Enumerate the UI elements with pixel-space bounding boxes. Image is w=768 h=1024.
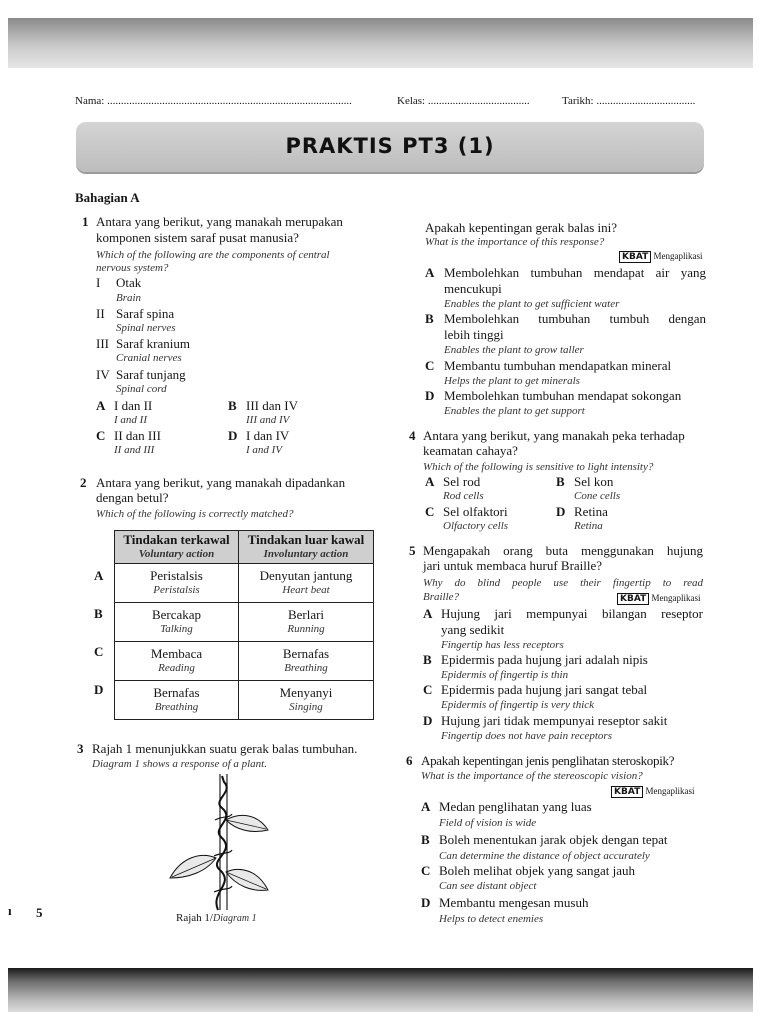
option-translation: Cone cells xyxy=(574,490,621,502)
table-cell xyxy=(115,603,239,642)
caption-translation: Diagram 1 xyxy=(212,913,257,924)
option-translation: Epidermis of fingertip is very thick xyxy=(441,699,595,711)
item-number: I xyxy=(96,275,101,290)
option-text: Boleh menentukan jarak objek dengan tepat xyxy=(439,832,668,847)
question-number: 3 xyxy=(77,741,84,756)
option-label: D xyxy=(423,713,433,728)
question-translation: Which of the following are the components of central xyxy=(96,249,330,261)
header-text: Tindakan terkawal xyxy=(123,532,230,547)
option-label: C xyxy=(425,504,435,519)
question-text: Apakah kepentingan gerak balas ini? xyxy=(425,220,618,235)
question-number: 2 xyxy=(80,475,87,490)
option-text: Sel kon xyxy=(574,474,614,489)
option-text: Membolehkan tumbuhan mendapat air yang xyxy=(444,265,706,280)
question-number: 6 xyxy=(406,753,413,768)
option-translation: Can determine the distance of object accurately xyxy=(439,850,650,862)
option-translation: Retina xyxy=(574,520,603,532)
row-label: B xyxy=(94,606,103,621)
question-number: 4 xyxy=(409,428,416,443)
table-row xyxy=(115,564,374,603)
top-scan-band xyxy=(8,18,753,68)
item-text: Saraf spina xyxy=(116,306,175,321)
cell-text: Bernafas xyxy=(153,685,200,700)
option-label: D xyxy=(556,504,566,519)
question-translation: Diagram 1 shows a response of a plant. xyxy=(92,758,267,770)
option-translation: Helps the plant to get minerals xyxy=(444,375,580,387)
matching-table xyxy=(114,530,374,720)
option-label: A xyxy=(421,799,431,814)
cell-translation: Breathing xyxy=(284,662,328,674)
table-row xyxy=(115,681,374,720)
section-heading: Bahagian A xyxy=(75,190,140,205)
option-translation: Olfactory cells xyxy=(443,520,509,532)
cell-text: Berlari xyxy=(287,607,325,622)
option-text: III dan IV xyxy=(246,398,298,413)
option-label: B xyxy=(556,474,565,489)
cell-translation: Breathing xyxy=(154,701,199,713)
cell-translation: Talking xyxy=(160,623,193,635)
question-text: dengan betul? xyxy=(96,490,169,505)
table-cell xyxy=(115,564,239,603)
option-label: A xyxy=(425,474,435,489)
class-field: Kelas: ..................................... xyxy=(397,95,530,107)
cell-translation: Reading xyxy=(158,662,195,674)
question-text: keamatan cahaya? xyxy=(423,443,518,458)
option-label: C xyxy=(421,863,431,878)
table-cell xyxy=(238,564,373,603)
table-cell xyxy=(115,642,239,681)
cell-text: Menyanyi xyxy=(279,685,333,700)
option-text: Hujung jari tidak mempunyai reseptor sakit xyxy=(441,713,668,728)
cell-text: Peristalsis xyxy=(150,568,203,583)
option-text: Boleh melihat objek yang sangat jauh xyxy=(439,863,636,878)
item-translation: Spinal cord xyxy=(116,383,167,395)
question-text: Rajah 1 menunjukkan suatu gerak balas tumbuhan. xyxy=(92,741,358,756)
option-text: Epidermis pada hujung jari sangat tebal xyxy=(441,682,648,697)
option-text: Sel rod xyxy=(443,474,481,489)
diagram-caption xyxy=(176,912,257,926)
option-translation: I and IV xyxy=(246,444,283,456)
question-text: jari untuk membaca huruf Braille? xyxy=(423,558,603,573)
question-translation: Which of the following is sensitive to light intensity? xyxy=(423,461,654,473)
option-label: D xyxy=(425,388,435,403)
question-translation: What is the importance of the stereoscopic vision? xyxy=(421,770,643,782)
kbat-badge: KBAT xyxy=(617,593,649,605)
option-label: D xyxy=(228,428,238,443)
cell-text: Denyutan jantung xyxy=(259,568,353,583)
question-translation: Which of the following is correctly matched? xyxy=(96,508,294,520)
header-text: Tindakan luar kawal xyxy=(247,532,365,547)
option-text: Epidermis pada hujung jari adalah nipis xyxy=(441,652,648,667)
option-translation: Fingertip does not have pain receptors xyxy=(441,730,612,742)
option-translation: Enables the plant to get sufficient water xyxy=(444,298,620,310)
item-number: II xyxy=(96,306,105,321)
option-text: Sel olfaktori xyxy=(443,504,508,519)
option-label: A xyxy=(425,265,435,280)
option-text: Hujung jari mempunyai bilangan reseptor xyxy=(441,606,703,621)
table-cell xyxy=(238,681,373,720)
option-translation: I and II xyxy=(114,414,147,426)
option-translation: Enables the plant to get support xyxy=(444,405,585,417)
margin-mark: ı xyxy=(8,903,12,918)
option-text: mencukupi xyxy=(444,281,502,296)
question-text: Antara yang berikut, yang manakah dipadankan xyxy=(96,475,346,490)
option-translation: Rod cells xyxy=(443,490,484,502)
item-translation: Brain xyxy=(116,292,142,304)
kbat-level: Mengaplikasi xyxy=(651,593,701,603)
table-cell xyxy=(238,603,373,642)
question-number: 1 xyxy=(82,214,89,229)
option-translation: Can see distant object xyxy=(439,880,537,892)
option-label: A xyxy=(96,398,106,413)
option-translation: Epidermis of fingertip is thin xyxy=(441,669,569,681)
item-translation: Cranial nerves xyxy=(116,352,182,364)
item-text: Otak xyxy=(116,275,142,290)
question-translation: What is the importance of this response? xyxy=(425,236,605,248)
table-header xyxy=(238,531,373,564)
table-row xyxy=(115,603,374,642)
option-text: Medan penglihatan yang luas xyxy=(439,799,592,814)
option-label: B xyxy=(228,398,237,413)
item-number: III xyxy=(96,336,109,351)
cell-translation: Singing xyxy=(289,701,323,713)
cell-text: Membaca xyxy=(150,646,203,661)
caption-text: Rajah 1/ xyxy=(176,912,213,924)
cell-translation: Running xyxy=(287,623,325,635)
option-label: B xyxy=(425,311,434,326)
row-label: A xyxy=(94,568,104,583)
row-label: D xyxy=(94,682,104,697)
option-label: D xyxy=(421,895,431,910)
item-text: Saraf tunjang xyxy=(116,367,186,382)
cell-translation: Heart beat xyxy=(282,584,330,596)
cell-text: Bercakap xyxy=(151,607,202,622)
question-text: Mengapakah orang buta menggunakan hujung xyxy=(423,543,703,558)
item-text: Saraf kranium xyxy=(116,336,191,351)
option-text: Membolehkan tumbuhan tumbuh dengan xyxy=(444,311,706,326)
option-translation: Helps to detect enemies xyxy=(439,913,544,925)
question-text: Antara yang berikut, yang manakah merupakan xyxy=(96,214,343,229)
option-text: I dan IV xyxy=(246,428,290,443)
option-label: C xyxy=(425,358,435,373)
kbat-level: Mengaplikasi xyxy=(645,786,695,796)
question-translation: nervous system? xyxy=(96,262,169,274)
header-translation: Voluntary action xyxy=(138,548,215,560)
table-cell xyxy=(115,681,239,720)
option-label: B xyxy=(423,652,432,667)
plant-tendril-diagram xyxy=(160,772,280,912)
option-text: yang sedikit xyxy=(441,622,505,637)
kbat-badge: KBAT xyxy=(619,251,651,263)
option-text: lebih tinggi xyxy=(444,327,504,342)
row-label: C xyxy=(94,644,104,659)
option-text: Retina xyxy=(574,504,608,519)
kbat-tag xyxy=(619,251,703,262)
title-banner xyxy=(76,122,704,172)
kbat-badge: KBAT xyxy=(611,786,643,798)
option-text: Membolehkan tumbuhan mendapat sokongan xyxy=(444,388,682,403)
cell-translation: Peristalsis xyxy=(153,584,200,596)
option-label: B xyxy=(421,832,430,847)
table-row xyxy=(115,642,374,681)
question-translation: Why do blind people use their fingertip to read xyxy=(423,577,703,589)
name-field: Nama: ......................................................................................... xyxy=(75,95,352,107)
option-text: II dan III xyxy=(114,428,161,443)
option-translation: II and III xyxy=(114,444,155,456)
option-text: I dan II xyxy=(114,398,153,413)
option-translation: Fingertip has less receptors xyxy=(441,639,564,651)
header-translation: Involuntary action xyxy=(263,548,349,560)
option-translation: Enables the plant to grow taller xyxy=(444,344,584,356)
option-text: Membantu mengesan musuh xyxy=(439,895,589,910)
option-translation: Field of vision is wide xyxy=(439,817,537,829)
option-text: Membantu tumbuhan mendapatkan mineral xyxy=(444,358,672,373)
question-text: komponen sistem saraf pusat manusia? xyxy=(96,230,299,245)
date-field: Tarikh: .................................... xyxy=(562,95,696,107)
item-number: IV xyxy=(96,367,110,382)
question-text: Antara yang berikut, yang manakah peka terhadap xyxy=(423,428,685,443)
option-label: C xyxy=(96,428,106,443)
page-number: 5 xyxy=(36,905,43,920)
option-label: C xyxy=(423,682,433,697)
table-cell xyxy=(238,642,373,681)
kbat-tag xyxy=(617,593,701,604)
table-header xyxy=(115,531,239,564)
option-translation: III and IV xyxy=(246,414,290,426)
page-title: PRAKTIS PT3 (1) xyxy=(285,134,495,158)
option-label: A xyxy=(423,606,433,621)
bottom-scan-band xyxy=(8,968,753,1012)
question-translation: Braille? xyxy=(423,591,460,603)
question-text: Apakah kepentingan jenis penglihatan steroskopik? xyxy=(421,753,675,768)
kbat-tag xyxy=(611,786,695,797)
item-translation: Spinal nerves xyxy=(116,322,176,334)
kbat-level: Mengaplikasi xyxy=(653,251,703,261)
question-number: 5 xyxy=(409,543,416,558)
cell-text: Bernafas xyxy=(282,646,330,661)
